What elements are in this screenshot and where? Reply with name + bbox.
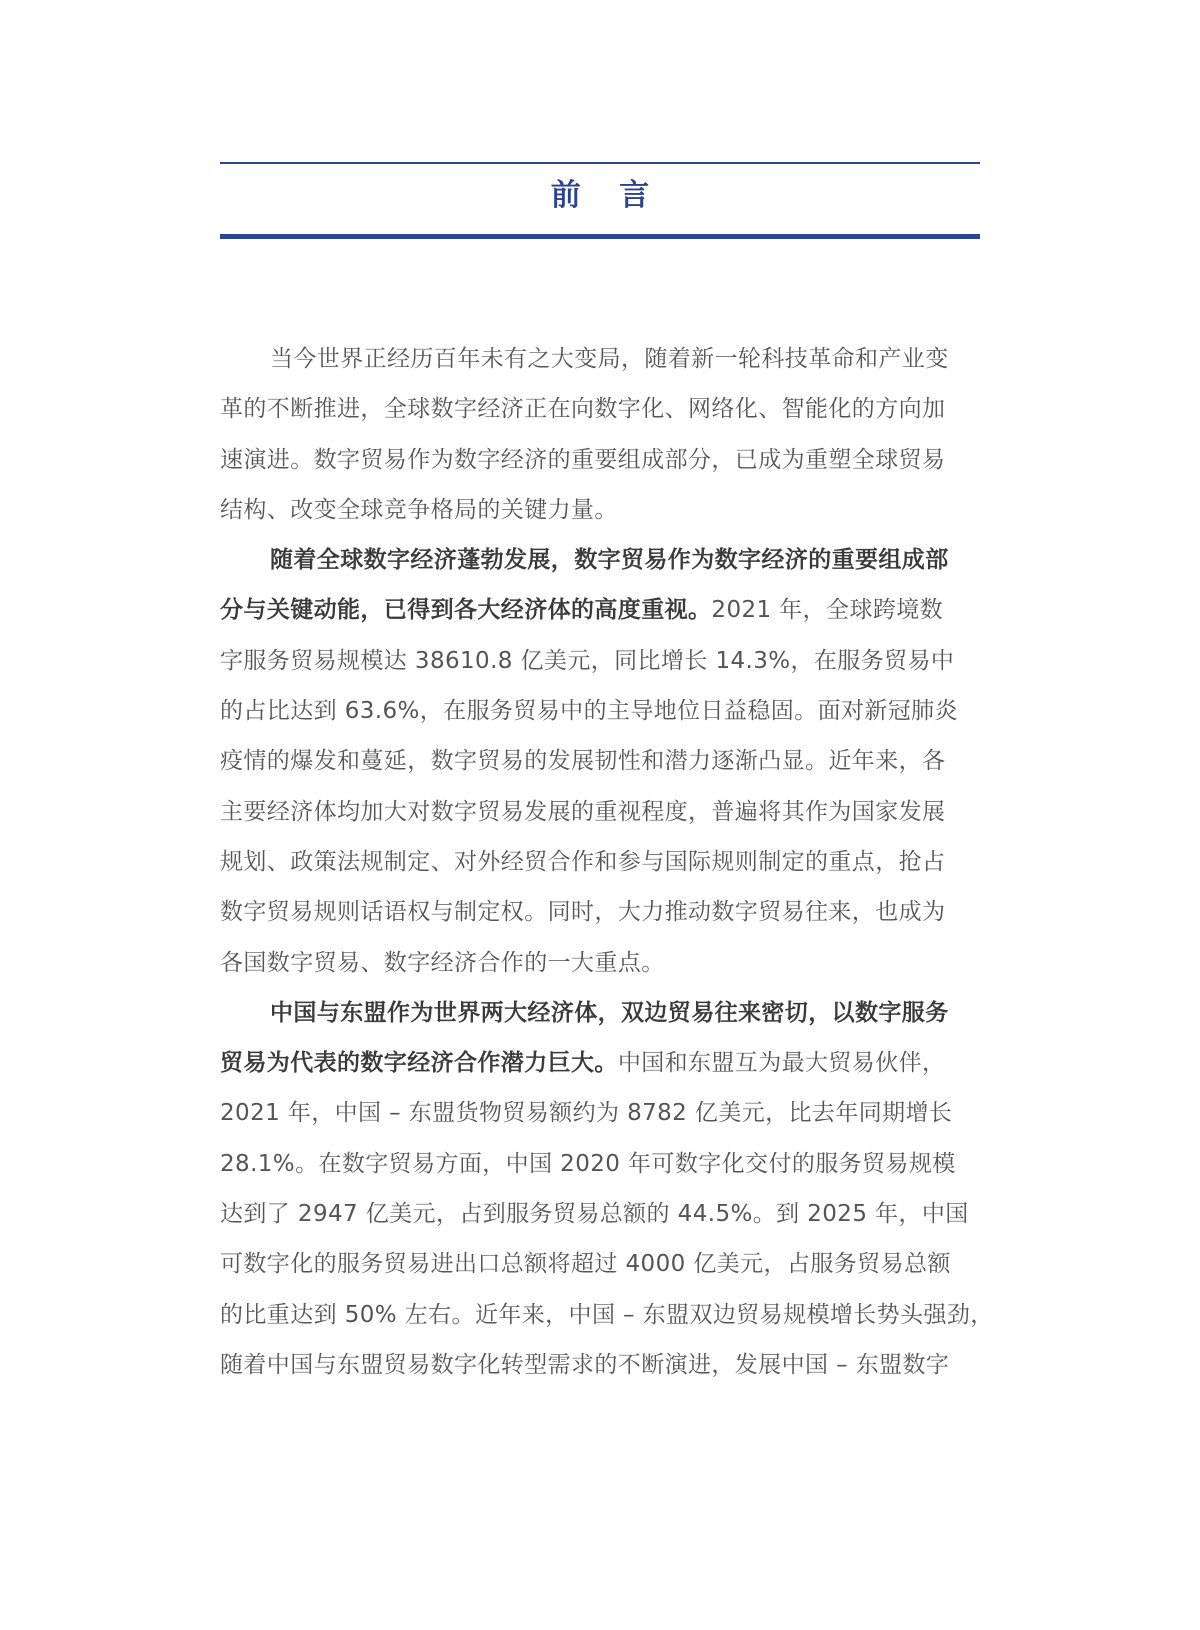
text-line: [220, 535, 1000, 585]
text-line: 28.1%。在数字贸易方面，中国 2020 年可数字化交付的服务贸易规模: [220, 1150, 956, 1177]
text-line: 规划、政策法规制定、对外经贸合作和参与国际规则制定的重点，抢占: [220, 848, 946, 875]
header-bottom-rule: [220, 234, 980, 239]
lead-sentence: 分与关键动能，已得到各大经济体的高度重视。: [220, 597, 712, 624]
text-line: 当今世界正经历百年未有之大变局，随着新一轮科技革命和产业变: [270, 346, 949, 372]
lead-sentence: 中国与东盟作为世界两大经济体，双边贸易往来密切，以数字服务: [270, 999, 949, 1026]
text-line: 的占比达到 63.6%，在服务贸易中的主导地位日益稳固。面对新冠肺炎: [220, 698, 958, 725]
text-line: 的比重达到 50% 左右。近年来，中国 – 东盟双边贸易规模增长势头强劲，: [220, 1301, 994, 1328]
document-body: [220, 334, 1000, 1390]
text-line: [220, 988, 1000, 1038]
text-line: 革的不断推进，全球数字经济正在向数字化、网络化、智能化的方向加: [220, 396, 946, 423]
text-line: 各国数字贸易、数字经济合作的一大重点。: [220, 949, 665, 976]
text-line: 速演进。数字贸易作为数字经济的重要组成部分，已成为重塑全球贸易: [220, 446, 946, 473]
text-line: 疫情的爆发和蔓延，数字贸易的发展韧性和潜力逐渐凸显。近年来，各: [220, 748, 946, 775]
text-line: 数字贸易规则话语权与制定权。同时，大力推动数字贸易往来，也成为: [220, 899, 946, 926]
paragraph-2: [220, 535, 1000, 988]
paragraph-1: [220, 334, 1000, 535]
text-line: 随着中国与东盟贸易数字化转型需求的不断演进，发展中国 – 东盟数字: [220, 1351, 950, 1378]
lead-sentence: 贸易为代表的数字经济合作潜力巨大。: [220, 1050, 618, 1077]
text-line: 达到了 2947 亿美元，占到服务贸易总额的 44.5%。到 2025 年，中国: [220, 1201, 969, 1228]
text-line: 结构、改变全球竞争格局的关键力量。: [220, 496, 618, 523]
text-line: 贸易为代表的数字经济合作潜力巨大。中国和东盟互为最大贸易伙伴，: [220, 1050, 946, 1077]
lead-sentence: 随着全球数字经济蓬勃发展，数字贸易作为数字经济的重要组成部: [270, 547, 949, 574]
text-line: 主要经济体均加大对数字贸易发展的重视程度，普遍将其作为国家发展: [220, 798, 946, 825]
header-top-rule: [220, 162, 980, 164]
text-line: 字服务贸易规模达 38610.8 亿美元，同比增长 14.3%，在服务贸易中: [220, 647, 955, 674]
text-line: 可数字化的服务贸易进出口总额将超过 4000 亿美元，占服务贸易总额: [220, 1251, 951, 1278]
text-line: 分与关键动能，已得到各大经济体的高度重视。2021 年，全球跨境数: [220, 597, 944, 624]
text-line: 2021 年，中国 – 东盟货物贸易额约为 8782 亿美元，比去年同期增长: [220, 1100, 953, 1127]
paragraph-3: [220, 988, 1000, 1390]
page-title: 前 言: [550, 178, 664, 213]
